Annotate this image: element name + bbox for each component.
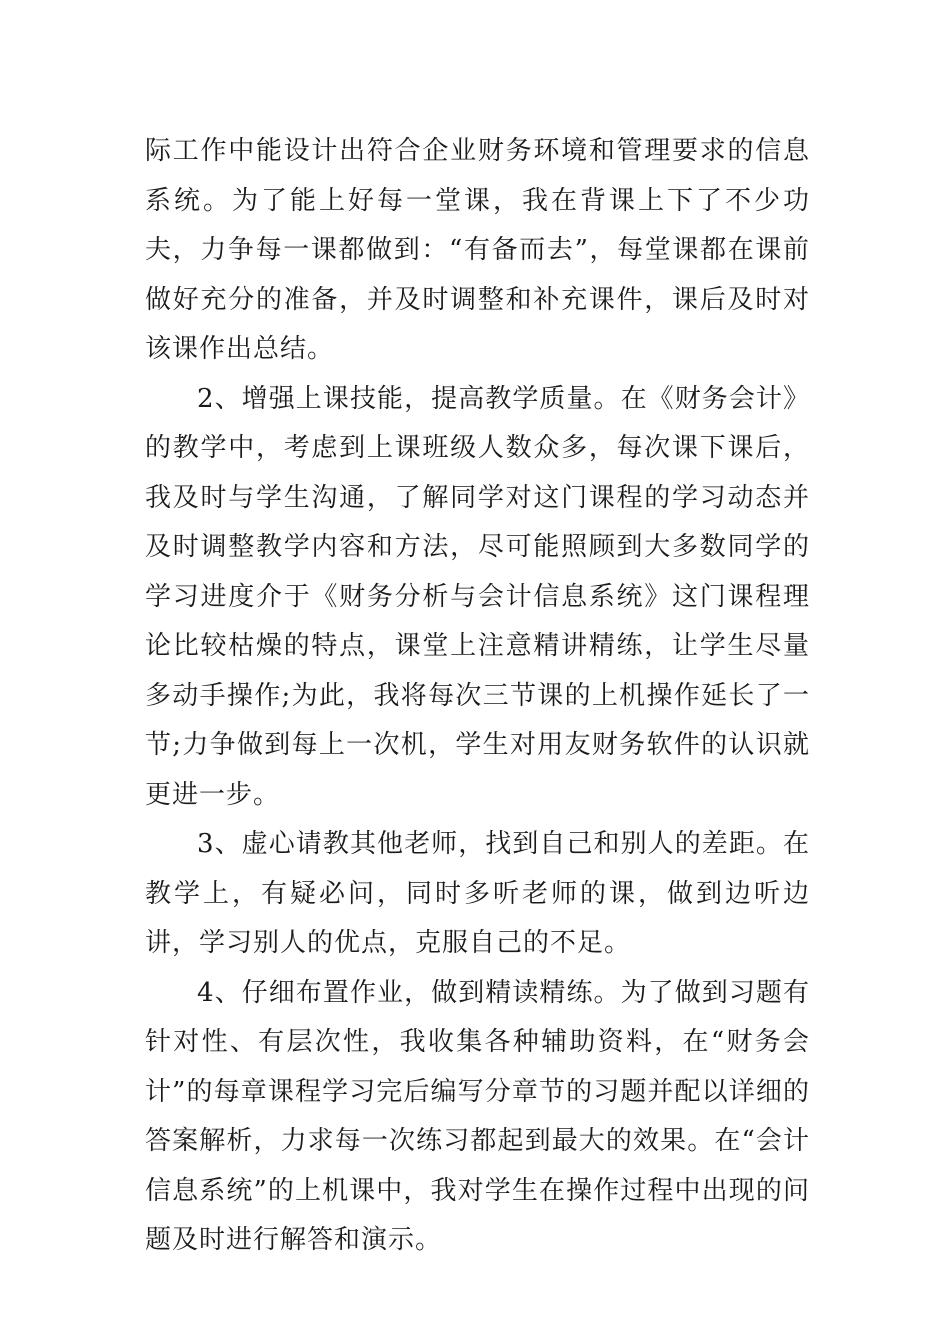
paragraph-item-3: 3、虚心请教其他老师，找到自己和别人的差距。在教学上，有疑必问，同时多听老师的课，做到边听边讲，学习别人的优点，克服自己的不足。 [145,829,810,958]
paragraph-continuation: 际工作中能设计出符合企业财务环境和管理要求的信息系统。为了能上好每一堂课，我在背课上下了不少功夫，力争每一课都做到：“有备而去”，每堂课都在课前做好充分的准备，并及时调整和补充课件，课后及时对该课作出总结。 [145,136,810,364]
paragraph-item-2: 2、增强上课技能，提高教学质量。在《财务会计》的教学中，考虑到上课班级人数众多，每次课下课后，我及时与学生沟通，了解同学对这门课程的学习动态并及时调整教学内容和方法，尽可能照顾到大多数同学的学习进度介于《财务分析与会计信息系统》这门课程理论比较枯燥的特点，课堂上注意精讲精练，让学生尽量多动手操作;为此，我将每次三节课的上机操作延长了一节;力争做到每上一次机，学生对用友财务软件的认识就更进一步。 [145,383,810,810]
paragraph-item-4: 4、仔细布置作业，做到精读精练。为了做到习题有针对性、有层次性，我收集各种辅助资料，在“财务会计”的每章课程学习完后编写分章节的习题并配以详细的答案解析，力求每一次练习都起到最大的效果。在“会计信息系统”的上机课中，我对学生在操作过程中出现的问题及时进行解答和演示。 [145,977,810,1255]
document-body [145,127,810,1266]
